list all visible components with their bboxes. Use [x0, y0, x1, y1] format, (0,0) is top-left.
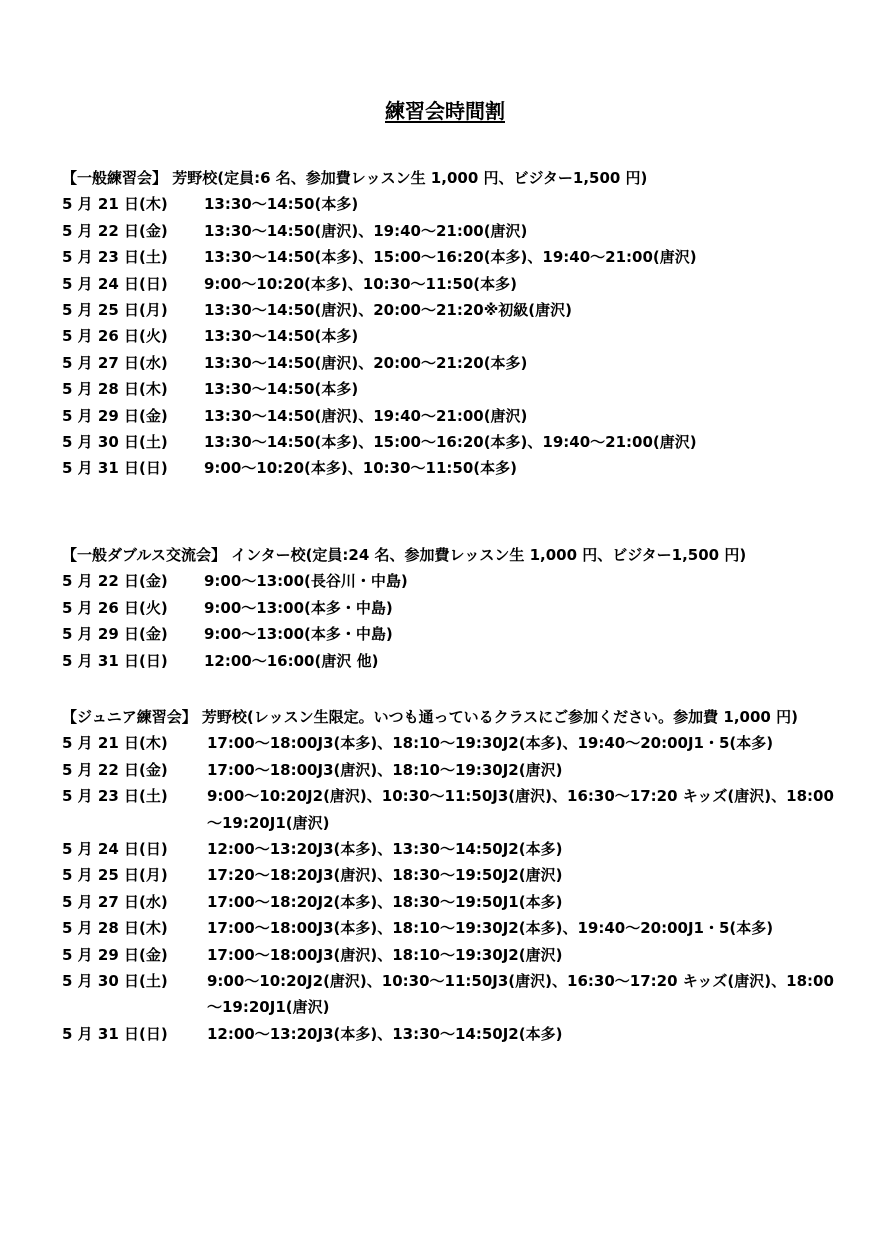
row-times: 9:00～10:20(本多)、10:30～11:50(本多) [204, 274, 517, 293]
schedule-row [62, 403, 862, 429]
row-date: 5 月 22 日(金) [62, 572, 168, 591]
row-times: 9:00～13:00(長谷川・中島) [204, 572, 408, 591]
row-date: 5 月 30 日(土) [62, 972, 168, 991]
row-times: 9:00～10:20(本多)、10:30～11:50(本多) [204, 459, 517, 478]
row-times: 9:00～13:00(本多・中島) [204, 625, 393, 644]
schedule-row [62, 271, 862, 297]
schedule-row [62, 429, 862, 455]
schedule-row [62, 350, 862, 376]
schedule-row [62, 244, 862, 270]
schedule-row [62, 218, 862, 244]
row-times: 9:00～10:20J2(唐沢)、10:30～11:50J3(唐沢)、16:30～17:20 キッズ(唐沢)、18:00～19:20J1(唐沢) [207, 972, 834, 1017]
schedule-row [62, 376, 862, 402]
row-date: 5 月 26 日(火) [62, 598, 168, 617]
row-times: 12:00～13:20J3(本多)、13:30～14:50J2(本多) [207, 1024, 563, 1043]
row-times: 17:20～18:20J3(唐沢)、18:30～19:50J2(唐沢) [207, 866, 563, 885]
row-date: 5 月 28 日(木) [62, 919, 168, 938]
schedule-row [62, 889, 862, 915]
schedule-row [62, 595, 862, 621]
schedule-row [62, 836, 862, 862]
row-times: 13:30～14:50(唐沢)、20:00～21:20※初級(唐沢) [204, 301, 572, 320]
schedule-row [62, 323, 862, 349]
row-date: 5 月 26 日(火) [62, 327, 168, 346]
row-date: 5 月 22 日(金) [62, 221, 168, 240]
row-date: 5 月 31 日(日) [62, 1024, 168, 1043]
row-date: 5 月 27 日(水) [62, 353, 168, 372]
row-date: 5 月 29 日(金) [62, 945, 168, 964]
row-date: 5 月 25 日(月) [62, 866, 168, 885]
row-date: 5 月 29 日(金) [62, 406, 168, 425]
row-date: 5 月 31 日(日) [62, 459, 168, 478]
schedule-row [62, 783, 862, 836]
row-times: 13:30～14:50(本多)、15:00～16:20(本多)、19:40～21:00(唐沢) [204, 433, 697, 452]
row-date: 5 月 21 日(木) [62, 734, 168, 753]
schedule-row [62, 297, 862, 323]
row-date: 5 月 25 日(月) [62, 301, 168, 320]
schedule-row [62, 1021, 862, 1047]
row-times: 17:00～18:00J3(唐沢)、18:10～19:30J2(唐沢) [207, 760, 563, 779]
row-date: 5 月 31 日(日) [62, 651, 168, 670]
page-title [0, 98, 890, 124]
row-times: 17:00～18:00J3(唐沢)、18:10～19:30J2(唐沢) [207, 945, 563, 964]
schedule-row [62, 942, 862, 968]
section-junior-practice [62, 704, 862, 1047]
row-times: 9:00～10:20J2(唐沢)、10:30～11:50J3(唐沢)、16:30～17:20 キッズ(唐沢)、18:00～19:20J1(唐沢) [207, 787, 834, 832]
page-title-text: 練習会時間割 [385, 99, 505, 123]
row-date: 5 月 21 日(木) [62, 195, 168, 214]
row-times: 17:00～18:20J2(本多)、18:30～19:50J1(本多) [207, 892, 563, 911]
row-times: 13:30～14:50(本多) [204, 380, 359, 399]
schedule-row [62, 730, 862, 756]
row-date: 5 月 29 日(金) [62, 625, 168, 644]
row-times: 13:30～14:50(唐沢)、19:40～21:00(唐沢) [204, 406, 528, 425]
schedule-row [62, 568, 862, 594]
row-date: 5 月 22 日(金) [62, 760, 168, 779]
schedule-row [62, 191, 862, 217]
schedule-row [62, 648, 862, 674]
row-times: 13:30～14:50(唐沢)、19:40～21:00(唐沢) [204, 221, 528, 240]
section-doubles-exchange [62, 542, 862, 674]
row-times: 17:00～18:00J3(本多)、18:10～19:30J2(本多)、19:40～20:00J1・5(本多) [207, 919, 774, 938]
row-date: 5 月 23 日(土) [62, 787, 168, 806]
row-times: 13:30～14:50(本多)、15:00～16:20(本多)、19:40～21:00(唐沢) [204, 248, 697, 267]
schedule-row [62, 862, 862, 888]
row-date: 5 月 24 日(日) [62, 274, 168, 293]
row-date: 5 月 24 日(日) [62, 840, 168, 859]
schedule-row [62, 915, 862, 941]
row-times: 13:30～14:50(本多) [204, 327, 359, 346]
row-times: 17:00～18:00J3(本多)、18:10～19:30J2(本多)、19:40～20:00J1・5(本多) [207, 734, 774, 753]
schedule-row [62, 757, 862, 783]
schedule-row [62, 455, 862, 481]
row-times: 12:00～13:20J3(本多)、13:30～14:50J2(本多) [207, 840, 563, 859]
row-date: 5 月 28 日(木) [62, 380, 168, 399]
section-general-practice [62, 165, 862, 482]
row-times: 12:00～16:00(唐沢 他) [204, 651, 379, 670]
row-date: 5 月 23 日(土) [62, 248, 168, 267]
row-times: 13:30～14:50(唐沢)、20:00～21:20(本多) [204, 353, 528, 372]
section-heading: 【ジュニア練習会】 芳野校(レッスン生限定。いつも通っているクラスにご参加ください。参加費 1,000 円) [62, 708, 798, 726]
row-times: 13:30～14:50(本多) [204, 195, 359, 214]
row-date: 5 月 30 日(土) [62, 433, 168, 452]
schedule-row [62, 621, 862, 647]
row-date: 5 月 27 日(水) [62, 892, 168, 911]
section-heading: 【一般練習会】 芳野校(定員:6 名、参加費レッスン生 1,000 円、ビジター1,500 円) [62, 169, 648, 187]
schedule-row [62, 968, 862, 1021]
row-times: 9:00～13:00(本多・中島) [204, 598, 393, 617]
section-heading: 【一般ダブルス交流会】 インター校(定員:24 名、参加費レッスン生 1,000 円、ビジター1,500 円) [62, 546, 747, 564]
